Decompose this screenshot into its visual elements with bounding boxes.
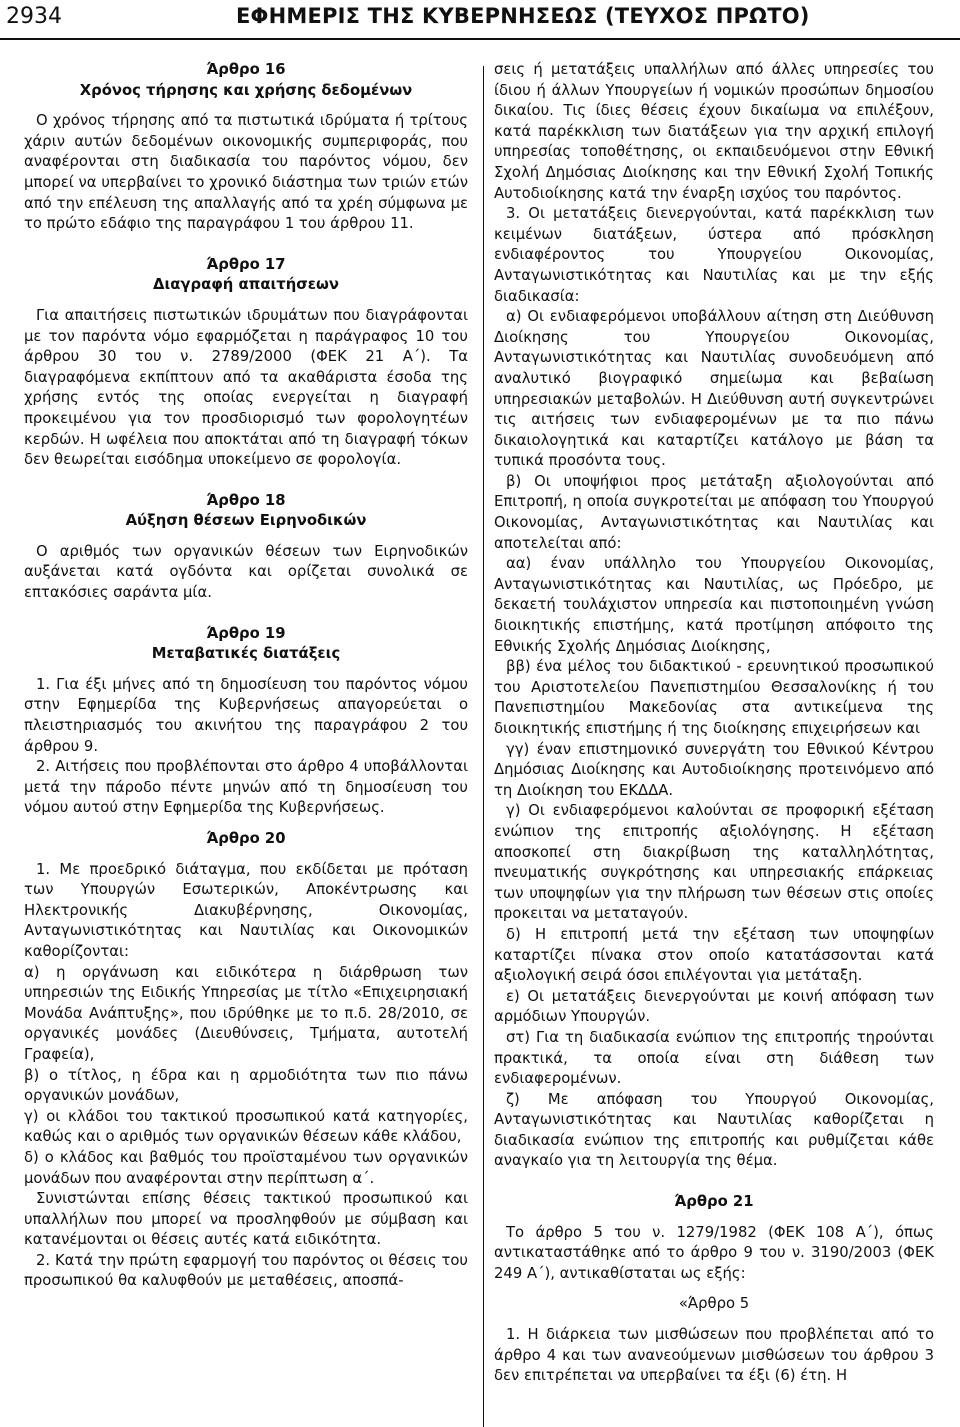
article-20-item-b: β) ο τίτλος, η έδρα και η αρμοδιότητα των πιο πάνω οργανικών μονάδων, xyxy=(24,1066,468,1105)
column-divider xyxy=(483,66,484,1427)
article-19-paragraph-2: 2. Αιτήσεις που προβλέπονται στο άρθρο 4 υποβάλλονται μετά την πάροδο πέντε μηνών από τη δημοσίευση του νόμου αυτού στην Εφημερίδα της Κυβερνήσεως. xyxy=(24,758,468,817)
article-20-item-3b: β) Οι υποψήφιοι προς μετάταξη αξιολογούνται από Επιτροπή, η οποία συγκροτείται με απόφαση του Υπουργού Οικονομίας, Ανταγωνιστικότητας και Ναυτιλίας και αποτελείται από: xyxy=(494,472,934,552)
journal-title: ΕΦΗΜΕΡΙΣ ΤΗΣ ΚΥΒΕΡΝΗΣΕΩΣ (ΤΕΥΧΟΣ ΠΡΩΤΟ) xyxy=(236,4,810,28)
article-19-number: Άρθρο 19 xyxy=(206,624,286,642)
right-column xyxy=(494,60,934,1387)
article-18-paragraph: Ο αριθμός των οργανικών θέσεων των Ειρηνοδικών αυξάνεται κατά ογδόντα και ορίζεται συνολικά σε επτακόσιες σαράντα μία. xyxy=(24,542,468,602)
page-header xyxy=(0,0,960,40)
article-20-paragraph-1: 1. Με προεδρικό διάταγμα, που εκδίδεται με πρόταση των Υπουργών Εσωτερικών, Αποκέντρωσης και Ηλεκτρονικής Διακυβέρνησης, Οικονομίας, Ανταγωνιστικότητας και Ναυτιλίας και Οικονομικών καθορίζονται: xyxy=(24,860,468,960)
article-20-paragraph-2: 2. Κατά την πρώτη εφαρμογή του παρόντος οι θέσεις του προσωπικού θα καλυφθούν με μεταθέσεις, αποσπά- xyxy=(24,1251,468,1290)
article-21-paragraph: Το άρθρο 5 του ν. 1279/1982 (ΦΕΚ 108 Α΄), όπως αντικαταστάθηκε από το άρθρο 9 του ν. 3190/2003 (ΦΕΚ 249 Α΄), αντικαθίσταται ως εξής: xyxy=(494,1223,934,1282)
article-20-item-c: γ) οι κλάδοι του τακτικού προσωπικού κατά κατηγορίες, καθώς και ο αριθμός των οργανικών θέσεων κάθε κλάδου, xyxy=(24,1107,468,1146)
article-21-number: Άρθρο 21 xyxy=(674,1193,754,1211)
article-20-item-3e: ε) Οι μετατάξεις διενεργούνται με κοινή απόφαση των αρμόδιων Υπουργών. xyxy=(494,987,934,1026)
article-20-item-3b-gg: γγ) έναν επιστημονικό συνεργάτη του Εθνικού Κέντρου Δημόσιας Διοίκησης και Αυτοδιοίκησης προτεινόμενο από τη Διοίκηση του ΕΚΔΔΑ. xyxy=(494,740,934,799)
article-16-paragraph: Ο χρόνος τήρησης από τα πιστωτικά ιδρύματα ή τρίτους χάριν αυτών δεδομένων οικονομικής συμπεριφοράς, που αναφέρονται στη διαδικασία του παρόντος νόμου, δεν μπορεί να υπερβαίνει το χρονικό διάστημα των τριών ετών από την επέλευση της απαλλαγής από τα χρέη σύμφωνα με το πρώτο εδάφιο της παραγράφου 1 του άρθρου 11. xyxy=(24,112,468,233)
article-17-paragraph: Για απαιτήσεις πιστωτικών ιδρυμάτων που διαγράφονται με τον παρόντα νόμο εφαρμόζεται η παράγραφος 10 του άρθρου 30 του ν. 2789/2000 (ΦΕΚ 21 Α΄). Τα διαγραφόμενα εκπίπτουν από τα ακαθάριστα έσοδα της χρήσης εντός της οποίας ενεργείται η διαγραφή προκειμένου για τον προσδιορισμό των φορολογητέων κερδών. Η ωφέλεια που αποκτάται από τη διαγραφή τόκων δεν θεωρείται εισόδημα υποκείμενο σε φορολογία. xyxy=(24,306,468,469)
article-17-number: Άρθρο 17 xyxy=(206,255,286,273)
article-20-item-3z: ζ) Με απόφαση του Υπουργού Οικονομίας, Ανταγωνιστικότητας και Ναυτιλίας καθορίζεται η διαδικασία ενώπιον της επιτροπής και ρυθμίζεται κάθε αναγκαίο για τη λειτουργία της θέμα. xyxy=(494,1090,934,1170)
article-20-item-3b-aa: αα) έναν υπάλληλο του Υπουργείου Οικονομίας, Ανταγωνιστικότητας και Ναυτιλίας, ως Πρόεδρο, με δεκαετή τουλάχιστον υπηρεσία και πιστοποιημένη γνώση διοικητικής επιστήμης, κατά προτίμηση απόφοιτο της Εθνικής Σχολής Δημόσιας Διοίκησης, xyxy=(494,555,934,655)
quoted-article-5-paragraph-1: 1. Η διάρκεια των μισθώσεων που προβλέπεται από το άρθρο 4 και των ανανεούμενων μισθώσεων του άρθρου 3 δεν επιτρέπεται να υπερβαίνει τα έξι (6) έτη. Η xyxy=(494,1326,934,1385)
article-19-paragraph-1: 1. Για έξι μήνες από τη δημοσίευση του παρόντος νόμου στην Εφημερίδα της Κυβερνήσεως απαγορεύεται ο πλειστηριασμός του ακινήτου της παραγράφου 2 του άρθρου 9. xyxy=(24,675,468,755)
article-19-title: Μεταβατικές διατάξεις xyxy=(151,645,341,663)
article-18-title: Αύξηση θέσεων Ειρηνοδικών xyxy=(125,512,367,530)
article-20-continuation: σεις ή μετατάξεις υπαλλήλων από άλλες υπηρεσίες του ίδιου ή άλλων Υπουργείων ή νομικών προσώπων δημοσίου δικαίου. Τις ίδιες θέσεις έχουν δικαίωμα να επιλέξουν, κατά παρέκκλιση των διατάξεων για την αρχική επιλογή υπηρεσίας τοποθέτησης, οι εκπαιδευόμενοι στην Εθνική Σχολή Δημόσιας Διοίκησης και την Εθνική Σχολή Τοπικής Αυτοδιοίκησης κατά την έναρξη ισχύος του παρόντος. xyxy=(494,61,934,202)
left-column xyxy=(24,60,468,1292)
article-20-item-3d: δ) Η επιτροπή μετά την εξέταση των υποψηφίων καταρτίζει πίνακα στον οποίο κατατάσσονται κατά αξιολογική σειρά όσοι επιλέγονται για μετάταξη. xyxy=(494,925,934,985)
article-20-item-d: δ) ο κλάδος και βαθμός του προϊσταμένου των οργανικών μονάδων που αναφέρονται στην περίπτωση α΄. xyxy=(24,1148,468,1187)
article-20-item-3g: γ) Οι ενδιαφερόμενοι καλούνται σε προφορική εξέταση ενώπιον της επιτροπής αξιολόγησης. Η εξέταση αποσκοπεί στη διακρίβωση της καταλληλότητας, πνευματικής συγκρότησης και υπηρεσιακής επάρκειας των υποψηφίων για την πλήρωση των θέσεων στις οποίες προκειται να μεταταγούν. xyxy=(494,802,934,923)
article-16-number: Άρθρο 16 xyxy=(206,61,286,78)
article-17-title: Διαγραφή απαιτήσεων xyxy=(153,276,339,294)
article-20-item-3st: στ) Για τη διαδικασία ενώπιον της επιτροπής τηρούνται πρακτικά, τα οποία είναι στη διάθεση των ενδιαφερομένων. xyxy=(494,1028,934,1088)
article-16-title: Χρόνος τήρησης και χρήσης δεδομένων xyxy=(79,81,413,99)
article-20-positions-note: Συνιστώνται επίσης θέσεις τακτικού προσωπικού και υπαλλήλων που μπορεί να προσληφθούν με σύμβαση και κατανέμονται οι θέσεις αυτές κατά ειδικότητα. xyxy=(24,1190,468,1249)
article-20-paragraph-3: 3. Οι μετατάξεις διενεργούνται, κατά παρέκκλιση των κειμένων διατάξεων, ύστερα από πρόσκληση ενδιαφέροντος του Υπουργείου Οικονομίας, Ανταγωνιστικότητας και Ναυτιλίας και με την εξής διαδικασία: xyxy=(494,205,934,305)
page-number: 2934 xyxy=(6,4,62,29)
quoted-article-5-number: «Άρθρο 5 xyxy=(678,1295,750,1313)
article-20-item-3a: α) Οι ενδιαφερόμενοι υποβάλλουν αίτηση στη Διεύθυνση Διοίκησης του Υπουργείου Οικονομίας, Ανταγωνιστικότητας και Ναυτιλίας συνοδευόμενη από αναλυτικό βιογραφικό σημείωμα και βεβαίωση υπηρεσιακών μεταβολών. Η Διεύθυνση αυτή συγκεντρώνει τις αιτήσεις των ενδιαφερομένων με τα πιο πάνω δικαιολογητικά και καταρτίζει κατάλογο με βάση τα τυπικά προσόντα τους. xyxy=(494,308,934,470)
article-20-number: Άρθρο 20 xyxy=(206,830,286,847)
article-20-item-a: α) η οργάνωση και ειδικότερα η διάρθρωση των υπηρεσιών της Ειδικής Υπηρεσίας με τίτλο «Επιχειρησιακή Μονάδα Ανάπτυξης», που ιδρύθηκε με το π.δ. 28/2010, σε οργανικές μονάδες (Διευθύνσεις, Τμήματα, αυτοτελή Γραφεία), xyxy=(24,963,468,1063)
article-18-number: Άρθρο 18 xyxy=(206,491,286,509)
article-20-item-3b-bb: ββ) ένα μέλος του διδακτικού - ερευνητικού προσωπικού του Αριστοτελείου Πανεπιστημίου Θεσσαλονίκης ή του Πανεπιστημίου Μακεδονίας στα αντικείμενα της διοικητικής επιστήμης ή της διοίκησης επιχειρήσεων και xyxy=(494,658,934,737)
header-rule xyxy=(0,38,960,40)
